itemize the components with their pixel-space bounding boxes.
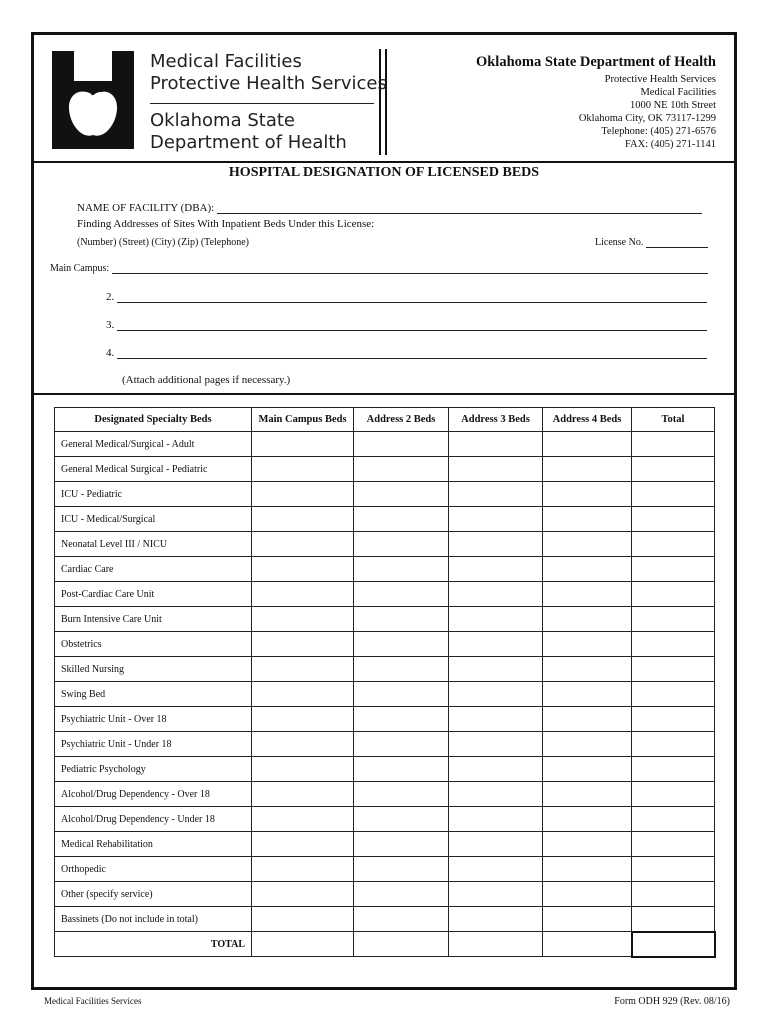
bed-count-cell[interactable] — [354, 807, 449, 832]
bed-count-cell[interactable] — [449, 907, 543, 932]
bed-count-cell[interactable] — [252, 457, 354, 482]
column-header: Address 4 Beds — [543, 408, 632, 432]
header-divider — [379, 49, 387, 155]
footer-form-number: Form ODH 929 (Rev. 08/16) — [614, 996, 730, 1007]
site-number: 2. — [106, 291, 115, 303]
table-row — [55, 557, 715, 582]
bed-count-cell[interactable] — [543, 807, 632, 832]
table-row — [55, 732, 715, 757]
table-row — [55, 757, 715, 782]
section-divider — [34, 393, 734, 395]
bed-count-cell[interactable] — [252, 882, 354, 907]
bed-count-cell[interactable] — [632, 607, 715, 632]
bed-count-cell[interactable] — [354, 882, 449, 907]
bed-count-cell[interactable] — [354, 607, 449, 632]
column-header: Address 2 Beds — [354, 408, 449, 432]
column-header: Main Campus Beds — [252, 408, 354, 432]
address-line: Telephone: (405) 271-6576 — [601, 126, 716, 137]
facility-name-label: NAME OF FACILITY (DBA): — [77, 202, 215, 214]
address-format-label: (Number) (Street) (City) (Zip) (Telephone) — [77, 237, 250, 248]
bed-count-cell[interactable] — [632, 907, 715, 932]
site-4-field[interactable] — [117, 347, 707, 359]
specialty-label: Neonatal Level III / NICU — [55, 532, 252, 557]
table-row — [55, 532, 715, 557]
bed-count-cell[interactable] — [252, 557, 354, 582]
address-line: Oklahoma City, OK 73117-1299 — [578, 113, 716, 124]
logo-line: Department of Health — [150, 132, 347, 153]
department-address — [476, 53, 716, 151]
bed-count-cell[interactable] — [632, 457, 715, 482]
odh-apple-logo — [52, 51, 134, 149]
bed-count-cell[interactable] — [543, 732, 632, 757]
main-campus-label: Main Campus: — [50, 263, 110, 274]
bed-count-cell[interactable] — [252, 807, 354, 832]
bed-count-cell[interactable] — [632, 507, 715, 532]
facility-name-field[interactable] — [217, 201, 702, 214]
form-header — [34, 35, 734, 163]
specialty-label: Burn Intensive Care Unit — [55, 607, 252, 632]
bed-count-cell[interactable] — [449, 557, 543, 582]
bed-count-cell[interactable] — [449, 532, 543, 557]
main-campus-field[interactable] — [112, 263, 708, 274]
beds-table — [54, 407, 716, 958]
address-line: Medical Facilities — [640, 87, 716, 98]
table-row — [55, 857, 715, 882]
table-row — [55, 457, 715, 482]
bed-count-cell[interactable] — [252, 907, 354, 932]
specialty-label: Skilled Nursing — [55, 657, 252, 682]
total-label: TOTAL — [55, 932, 252, 957]
finding-addresses-label: Finding Addresses of Sites With Inpatient Beds Under this License: — [77, 218, 375, 230]
table-row — [55, 482, 715, 507]
bed-count-cell[interactable] — [632, 582, 715, 607]
column-header: Total — [632, 408, 715, 432]
bed-count-cell[interactable] — [354, 657, 449, 682]
total-cell[interactable] — [632, 932, 715, 957]
bed-count-cell[interactable] — [543, 707, 632, 732]
column-header: Designated Specialty Beds — [55, 408, 252, 432]
bed-count-cell[interactable] — [252, 657, 354, 682]
bed-count-cell[interactable] — [449, 732, 543, 757]
bed-count-cell[interactable] — [252, 507, 354, 532]
specialty-label: Psychiatric Unit - Under 18 — [55, 732, 252, 757]
site-number: 4. — [106, 347, 115, 359]
bed-count-cell[interactable] — [543, 457, 632, 482]
bed-count-cell[interactable] — [543, 857, 632, 882]
bed-count-cell[interactable] — [354, 732, 449, 757]
bed-count-cell[interactable] — [354, 532, 449, 557]
bed-count-cell[interactable] — [354, 432, 449, 457]
address-line: 1000 NE 10th Street — [629, 100, 716, 111]
specialty-label: Alcohol/Drug Dependency - Over 18 — [55, 782, 252, 807]
bed-count-cell[interactable] — [449, 582, 543, 607]
logo-line: Oklahoma State — [150, 110, 295, 131]
table-row — [55, 682, 715, 707]
bed-count-cell[interactable] — [252, 732, 354, 757]
specialty-label: Psychiatric Unit - Over 18 — [55, 707, 252, 732]
bed-count-cell[interactable] — [449, 632, 543, 657]
footer-department: Medical Facilities Services — [44, 996, 142, 1006]
bed-count-cell[interactable] — [449, 457, 543, 482]
site-3-field[interactable] — [117, 319, 707, 331]
bed-count-cell[interactable] — [354, 707, 449, 732]
bed-count-cell[interactable] — [543, 532, 632, 557]
specialty-label: Bassinets (Do not include in total) — [55, 907, 252, 932]
specialty-label: Pediatric Psychology — [55, 757, 252, 782]
bed-count-cell[interactable] — [543, 432, 632, 457]
address-line: Protective Health Services — [604, 74, 716, 85]
bed-count-cell[interactable] — [632, 707, 715, 732]
total-cell[interactable] — [354, 932, 449, 957]
specialty-label: General Medical/Surgical - Adult — [55, 432, 252, 457]
specialty-label: Cardiac Care — [55, 557, 252, 582]
bed-count-cell[interactable] — [632, 432, 715, 457]
bed-count-cell[interactable] — [449, 832, 543, 857]
specialty-label: Orthopedic — [55, 857, 252, 882]
bed-count-cell[interactable] — [543, 757, 632, 782]
form-title: HOSPITAL DESIGNATION OF LICENSED BEDS — [228, 165, 540, 180]
address-line: FAX: (405) 271-1141 — [625, 139, 716, 150]
bed-count-cell[interactable] — [632, 482, 715, 507]
bed-count-cell[interactable] — [354, 857, 449, 882]
bed-count-cell[interactable] — [632, 557, 715, 582]
bed-count-cell[interactable] — [354, 782, 449, 807]
bed-count-cell[interactable] — [449, 882, 543, 907]
bed-count-cell[interactable] — [252, 857, 354, 882]
bed-count-cell[interactable] — [632, 682, 715, 707]
table-header-row — [55, 408, 715, 432]
bed-count-cell[interactable] — [252, 607, 354, 632]
bed-count-cell[interactable] — [252, 582, 354, 607]
specialty-label: Swing Bed — [55, 682, 252, 707]
table-row — [55, 607, 715, 632]
bed-count-cell[interactable] — [354, 907, 449, 932]
bed-count-cell[interactable] — [543, 782, 632, 807]
bed-count-cell[interactable] — [632, 657, 715, 682]
bed-count-cell[interactable] — [252, 682, 354, 707]
bed-count-cell[interactable] — [252, 782, 354, 807]
bed-count-cell[interactable] — [543, 632, 632, 657]
bed-count-cell[interactable] — [354, 632, 449, 657]
bed-count-cell[interactable] — [354, 682, 449, 707]
specialty-label: Alcohol/Drug Dependency - Under 18 — [55, 807, 252, 832]
logo-line: Medical Facilities — [150, 51, 302, 72]
attach-note: (Attach additional pages if necessary.) — [122, 374, 291, 386]
table-row — [55, 657, 715, 682]
bed-count-cell[interactable] — [252, 432, 354, 457]
bed-count-cell[interactable] — [354, 757, 449, 782]
bed-count-cell[interactable] — [449, 807, 543, 832]
bed-count-cell[interactable] — [632, 732, 715, 757]
bed-count-cell[interactable] — [449, 607, 543, 632]
bed-count-cell[interactable] — [252, 832, 354, 857]
bed-count-cell[interactable] — [449, 782, 543, 807]
bed-count-cell[interactable] — [632, 782, 715, 807]
bed-count-cell[interactable] — [449, 657, 543, 682]
table-row — [55, 832, 715, 857]
bed-count-cell[interactable] — [543, 582, 632, 607]
table-row — [55, 807, 715, 832]
bed-count-cell[interactable] — [632, 857, 715, 882]
bed-count-cell[interactable] — [252, 707, 354, 732]
column-header: Address 3 Beds — [449, 408, 543, 432]
specialty-label: Medical Rehabilitation — [55, 832, 252, 857]
bed-count-cell[interactable] — [354, 482, 449, 507]
table-row — [55, 707, 715, 732]
bed-count-cell[interactable] — [632, 882, 715, 907]
logo-line: Protective Health Services — [150, 73, 387, 94]
table-row — [55, 782, 715, 807]
specialty-label: ICU - Pediatric — [55, 482, 252, 507]
bed-count-cell[interactable] — [449, 857, 543, 882]
license-number-label: License No. — [595, 237, 644, 248]
bed-count-cell[interactable] — [543, 682, 632, 707]
total-cell[interactable] — [449, 932, 543, 957]
bed-count-cell[interactable] — [632, 532, 715, 557]
bed-count-cell[interactable] — [354, 457, 449, 482]
table-row — [55, 882, 715, 907]
logo-wordmark — [150, 51, 387, 154]
table-row — [55, 432, 715, 457]
total-cell[interactable] — [543, 932, 632, 957]
bed-count-cell[interactable] — [632, 807, 715, 832]
logo-rule — [150, 103, 374, 104]
bed-count-cell[interactable] — [354, 582, 449, 607]
specialty-label: Obstetrics — [55, 632, 252, 657]
bed-count-cell[interactable] — [543, 882, 632, 907]
total-row — [55, 932, 715, 957]
form-frame — [31, 32, 737, 990]
bed-count-cell[interactable] — [354, 557, 449, 582]
table-row — [55, 507, 715, 532]
bed-count-cell[interactable] — [354, 507, 449, 532]
specialty-label: ICU - Medical/Surgical — [55, 507, 252, 532]
bed-count-cell[interactable] — [252, 532, 354, 557]
bed-count-cell[interactable] — [543, 907, 632, 932]
bed-count-cell[interactable] — [632, 757, 715, 782]
total-cell[interactable] — [252, 932, 354, 957]
bed-count-cell[interactable] — [543, 657, 632, 682]
bed-count-cell[interactable] — [543, 507, 632, 532]
bed-count-cell[interactable] — [632, 832, 715, 857]
bed-count-cell[interactable] — [449, 482, 543, 507]
bed-count-cell[interactable] — [449, 757, 543, 782]
table-row — [55, 582, 715, 607]
site-2-field[interactable] — [117, 291, 707, 303]
table-row — [55, 907, 715, 932]
bed-count-cell[interactable] — [543, 607, 632, 632]
bed-count-cell[interactable] — [543, 832, 632, 857]
bed-count-cell[interactable] — [252, 757, 354, 782]
table-row — [55, 632, 715, 657]
bed-count-cell[interactable] — [354, 832, 449, 857]
bed-count-cell[interactable] — [252, 482, 354, 507]
specialty-label: General Medical Surgical - Pediatric — [55, 457, 252, 482]
license-number-field[interactable] — [646, 237, 708, 248]
specialty-label: Post-Cardiac Care Unit — [55, 582, 252, 607]
site-number: 3. — [106, 319, 115, 331]
bed-count-cell[interactable] — [543, 482, 632, 507]
bed-count-cell[interactable] — [252, 632, 354, 657]
bed-count-cell[interactable] — [632, 632, 715, 657]
bed-count-cell[interactable] — [449, 682, 543, 707]
bed-count-cell[interactable] — [449, 507, 543, 532]
bed-count-cell[interactable] — [449, 707, 543, 732]
bed-count-cell[interactable] — [449, 432, 543, 457]
department-name: Oklahoma State Department of Health — [475, 54, 716, 70]
specialty-label: Other (specify service) — [55, 882, 252, 907]
bed-count-cell[interactable] — [543, 557, 632, 582]
